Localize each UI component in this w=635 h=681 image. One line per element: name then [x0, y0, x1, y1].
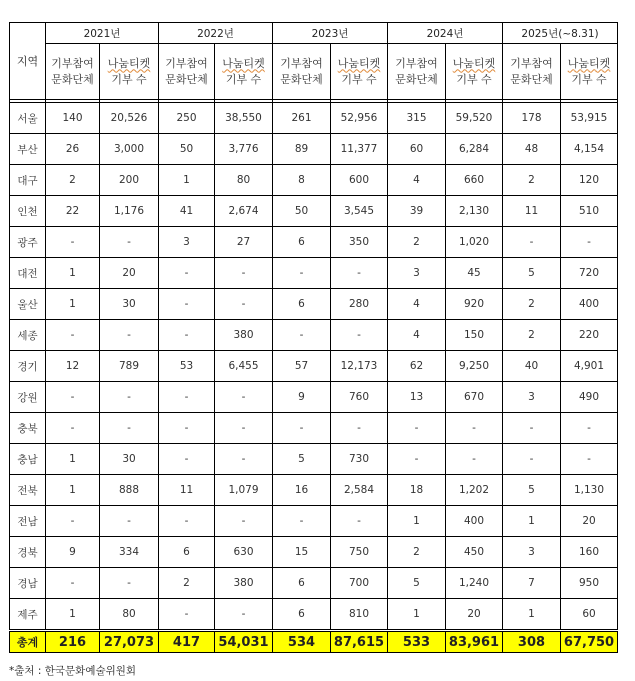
region-name: 서울: [10, 103, 46, 134]
sub-header-line: 기부참여: [51, 56, 94, 70]
participating-orgs-cell: 534: [273, 631, 331, 653]
ticket-donations-cell: 80: [100, 599, 159, 631]
participating-orgs-cell: -: [46, 382, 100, 413]
year-header-2021: 2021년: [46, 23, 159, 44]
ticket-donations-cell: 1,240: [446, 568, 503, 599]
ticket-donations-cell: -: [215, 506, 273, 537]
region-name: 세종: [10, 320, 46, 351]
participating-orgs-cell: 2: [503, 289, 561, 320]
participating-orgs-cell: 11: [159, 475, 215, 506]
participating-orgs-cell: -: [159, 506, 215, 537]
region-name: 제주: [10, 599, 46, 631]
participating-orgs-cell: 41: [159, 196, 215, 227]
ticket-donations-cell: 87,615: [331, 631, 388, 653]
participating-orgs-cell: 62: [388, 351, 446, 382]
ticket-donations-cell: 400: [446, 506, 503, 537]
sub-header-participating-orgs: [46, 44, 100, 100]
sub-header-participating-orgs: [159, 44, 215, 100]
ticket-donations-cell: 20: [446, 599, 503, 631]
ticket-donations-cell: 67,750: [561, 631, 618, 653]
participating-orgs-cell: 250: [159, 103, 215, 134]
participating-orgs-cell: 40: [503, 351, 561, 382]
sub-header-ticket-donations: [100, 44, 159, 100]
participating-orgs-cell: 5: [503, 475, 561, 506]
table-row: [10, 258, 618, 289]
ticket-donations-cell: 670: [446, 382, 503, 413]
sub-header-ticket-donations: [215, 44, 273, 100]
participating-orgs-cell: 50: [273, 196, 331, 227]
participating-orgs-cell: -: [159, 444, 215, 475]
participating-orgs-cell: -: [388, 413, 446, 444]
participating-orgs-cell: 533: [388, 631, 446, 653]
participating-orgs-cell: -: [46, 320, 100, 351]
participating-orgs-cell: 308: [503, 631, 561, 653]
region-name: 총계: [10, 631, 46, 653]
participating-orgs-cell: 89: [273, 134, 331, 165]
participating-orgs-cell: 60: [388, 134, 446, 165]
sub-header-line: 문화단체: [510, 72, 553, 86]
participating-orgs-cell: 3: [159, 227, 215, 258]
ticket-donations-cell: -: [215, 289, 273, 320]
ticket-donations-cell: -: [561, 227, 618, 258]
ticket-donations-cell: -: [561, 413, 618, 444]
sub-header-participating-orgs: [273, 44, 331, 100]
participating-orgs-cell: 1: [46, 258, 100, 289]
ticket-donations-cell: -: [100, 413, 159, 444]
ticket-donations-cell: -: [446, 413, 503, 444]
ticket-donations-cell: -: [331, 506, 388, 537]
ticket-donations-cell: -: [215, 413, 273, 444]
ticket-donations-cell: 750: [331, 537, 388, 568]
sub-header-line: 기부 수: [111, 72, 147, 86]
ticket-donations-cell: 54,031: [215, 631, 273, 653]
participating-orgs-cell: 1: [388, 599, 446, 631]
sub-header-line: 기부 수: [571, 72, 607, 86]
ticket-donations-cell: 450: [446, 537, 503, 568]
participating-orgs-cell: -: [388, 444, 446, 475]
ticket-donations-cell: 9,250: [446, 351, 503, 382]
ticket-donations-cell: 2,130: [446, 196, 503, 227]
ticket-donations-cell: 510: [561, 196, 618, 227]
table-row: [10, 599, 618, 631]
participating-orgs-cell: 1: [46, 444, 100, 475]
ticket-donations-cell: 6,284: [446, 134, 503, 165]
participating-orgs-cell: 6: [273, 568, 331, 599]
table-row: [10, 568, 618, 599]
participating-orgs-cell: 5: [273, 444, 331, 475]
ticket-donations-cell: 3,776: [215, 134, 273, 165]
ticket-donations-cell: 2,674: [215, 196, 273, 227]
sub-header-line: 나눔티켓: [337, 56, 381, 70]
region-name: 충북: [10, 413, 46, 444]
participating-orgs-cell: 1: [46, 289, 100, 320]
participating-orgs-cell: -: [273, 258, 331, 289]
ticket-donations-cell: 334: [100, 537, 159, 568]
ticket-donations-cell: 1,020: [446, 227, 503, 258]
participating-orgs-cell: 261: [273, 103, 331, 134]
region-header: 지역: [10, 23, 46, 100]
ticket-donations-cell: 380: [215, 568, 273, 599]
participating-orgs-cell: 1: [503, 506, 561, 537]
table-row: [10, 196, 618, 227]
ticket-donations-cell: 888: [100, 475, 159, 506]
sub-header-line: 기부 수: [456, 72, 492, 86]
ticket-donations-cell: 80: [215, 165, 273, 196]
sub-header-line: 나눔티켓: [567, 56, 611, 70]
year-header-2024: 2024년: [388, 23, 503, 44]
sub-header-line: 나눔티켓: [107, 56, 151, 70]
sub-header-line: 문화단체: [165, 72, 208, 86]
ticket-donations-cell: 45: [446, 258, 503, 289]
ticket-donations-cell: 380: [215, 320, 273, 351]
participating-orgs-cell: 48: [503, 134, 561, 165]
ticket-donations-cell: 6,455: [215, 351, 273, 382]
ticket-donations-cell: 1,079: [215, 475, 273, 506]
ticket-donations-cell: 280: [331, 289, 388, 320]
participating-orgs-cell: 57: [273, 351, 331, 382]
ticket-donations-cell: 30: [100, 444, 159, 475]
ticket-donations-cell: 60: [561, 599, 618, 631]
ticket-donations-cell: 27: [215, 227, 273, 258]
participating-orgs-cell: 2: [388, 537, 446, 568]
ticket-donations-cell: -: [215, 444, 273, 475]
table-row: [10, 382, 618, 413]
participating-orgs-cell: -: [503, 413, 561, 444]
ticket-donations-cell: 789: [100, 351, 159, 382]
participating-orgs-cell: 2: [46, 165, 100, 196]
sub-header-line: 나눔티켓: [452, 56, 496, 70]
sub-header-line: 기부참여: [510, 56, 553, 70]
participating-orgs-cell: 39: [388, 196, 446, 227]
participating-orgs-cell: -: [273, 320, 331, 351]
ticket-donations-cell: -: [100, 506, 159, 537]
sub-header-ticket-donations: [331, 44, 388, 100]
region-name: 울산: [10, 289, 46, 320]
participating-orgs-cell: 3: [503, 537, 561, 568]
region-name: 부산: [10, 134, 46, 165]
ticket-donations-cell: 52,956: [331, 103, 388, 134]
region-name: 전북: [10, 475, 46, 506]
sub-header-ticket-donations: [561, 44, 618, 100]
participating-orgs-cell: -: [503, 444, 561, 475]
region-name: 인천: [10, 196, 46, 227]
ticket-donations-cell: 660: [446, 165, 503, 196]
participating-orgs-cell: 16: [273, 475, 331, 506]
participating-orgs-cell: -: [46, 568, 100, 599]
participating-orgs-cell: 11: [503, 196, 561, 227]
ticket-donations-cell: 350: [331, 227, 388, 258]
ticket-donations-cell: 120: [561, 165, 618, 196]
ticket-donations-cell: -: [100, 227, 159, 258]
ticket-donations-cell: 630: [215, 537, 273, 568]
participating-orgs-cell: 9: [46, 537, 100, 568]
year-header-2025: 2025년(~8.31): [503, 23, 618, 44]
ticket-donations-cell: 30: [100, 289, 159, 320]
sub-header-line: 기부참여: [280, 56, 323, 70]
sub-header-participating-orgs: [503, 44, 561, 100]
ticket-donations-cell: 730: [331, 444, 388, 475]
ticket-donations-cell: 920: [446, 289, 503, 320]
sub-header-line: 나눔티켓: [222, 56, 265, 70]
total-row: [10, 631, 618, 653]
ticket-donations-cell: 720: [561, 258, 618, 289]
participating-orgs-cell: 2: [503, 320, 561, 351]
participating-orgs-cell: 2: [388, 227, 446, 258]
year-header-2022: 2022년: [159, 23, 273, 44]
table-row: [10, 227, 618, 258]
ticket-donations-cell: 3,000: [100, 134, 159, 165]
ticket-donations-cell: 4,154: [561, 134, 618, 165]
participating-orgs-cell: 4: [388, 289, 446, 320]
participating-orgs-cell: 1: [388, 506, 446, 537]
participating-orgs-cell: -: [46, 506, 100, 537]
ticket-donations-cell: -: [100, 320, 159, 351]
participating-orgs-cell: 18: [388, 475, 446, 506]
ticket-donations-cell: 490: [561, 382, 618, 413]
sub-header-line: 기부참여: [165, 56, 208, 70]
participating-orgs-cell: 15: [273, 537, 331, 568]
participating-orgs-cell: 6: [273, 227, 331, 258]
ticket-donations-cell: 53,915: [561, 103, 618, 134]
region-name: 경남: [10, 568, 46, 599]
ticket-donations-cell: 20: [100, 258, 159, 289]
ticket-donations-cell: 20: [561, 506, 618, 537]
ticket-donations-cell: 12,173: [331, 351, 388, 382]
ticket-donations-cell: -: [446, 444, 503, 475]
participating-orgs-cell: 4: [388, 320, 446, 351]
participating-orgs-cell: 140: [46, 103, 100, 134]
region-name: 대전: [10, 258, 46, 289]
ticket-donations-cell: 2,584: [331, 475, 388, 506]
ticket-donations-cell: 27,073: [100, 631, 159, 653]
table-row: [10, 444, 618, 475]
participating-orgs-cell: -: [273, 506, 331, 537]
table-body: [10, 100, 618, 653]
ticket-donations-cell: -: [100, 382, 159, 413]
ticket-donations-cell: -: [561, 444, 618, 475]
participating-orgs-cell: 4: [388, 165, 446, 196]
table-row: [10, 289, 618, 320]
participating-orgs-cell: -: [46, 227, 100, 258]
ticket-donations-cell: 700: [331, 568, 388, 599]
ticket-donations-cell: 1,130: [561, 475, 618, 506]
participating-orgs-cell: 178: [503, 103, 561, 134]
table-row: [10, 351, 618, 382]
sub-header-ticket-donations: [446, 44, 503, 100]
ticket-donations-cell: 400: [561, 289, 618, 320]
participating-orgs-cell: 1: [46, 599, 100, 631]
participating-orgs-cell: 417: [159, 631, 215, 653]
participating-orgs-cell: 5: [503, 258, 561, 289]
source-footnote: *출처 : 한국문화예술위원회: [9, 665, 137, 677]
participating-orgs-cell: 1: [159, 165, 215, 196]
participating-orgs-cell: -: [46, 413, 100, 444]
ticket-donations-cell: 200: [100, 165, 159, 196]
region-name: 경북: [10, 537, 46, 568]
table-row: [10, 413, 618, 444]
participating-orgs-cell: 2: [503, 165, 561, 196]
region-name: 광주: [10, 227, 46, 258]
ticket-donations-cell: 3,545: [331, 196, 388, 227]
participating-orgs-cell: 50: [159, 134, 215, 165]
participating-orgs-cell: 13: [388, 382, 446, 413]
sub-header-line: 문화단체: [280, 72, 323, 86]
ticket-donations-cell: 11,377: [331, 134, 388, 165]
participating-orgs-cell: 1: [46, 475, 100, 506]
ticket-donations-cell: -: [331, 413, 388, 444]
ticket-donations-cell: -: [215, 599, 273, 631]
participating-orgs-cell: 5: [388, 568, 446, 599]
sub-header-row: [10, 44, 618, 100]
table-row: [10, 320, 618, 351]
participating-orgs-cell: 26: [46, 134, 100, 165]
participating-orgs-cell: 22: [46, 196, 100, 227]
region-name: 대구: [10, 165, 46, 196]
ticket-donations-cell: 600: [331, 165, 388, 196]
table-row: [10, 475, 618, 506]
sub-header-participating-orgs: [388, 44, 446, 100]
table-row: [10, 103, 618, 134]
participating-orgs-cell: -: [159, 258, 215, 289]
participating-orgs-cell: 3: [388, 258, 446, 289]
table-row: [10, 165, 618, 196]
sub-header-line: 문화단체: [51, 72, 94, 86]
participating-orgs-cell: -: [159, 289, 215, 320]
donation-stats-table: [9, 22, 618, 653]
participating-orgs-cell: 6: [273, 599, 331, 631]
participating-orgs-cell: 3: [503, 382, 561, 413]
ticket-donations-cell: -: [331, 258, 388, 289]
ticket-donations-cell: 160: [561, 537, 618, 568]
sub-header-line: 기부 수: [225, 72, 262, 86]
participating-orgs-cell: -: [159, 599, 215, 631]
region-name: 전남: [10, 506, 46, 537]
participating-orgs-cell: 6: [273, 289, 331, 320]
ticket-donations-cell: 83,961: [446, 631, 503, 653]
participating-orgs-cell: 216: [46, 631, 100, 653]
ticket-donations-cell: 760: [331, 382, 388, 413]
region-name: 강원: [10, 382, 46, 413]
ticket-donations-cell: 38,550: [215, 103, 273, 134]
participating-orgs-cell: 315: [388, 103, 446, 134]
participating-orgs-cell: 1: [503, 599, 561, 631]
ticket-donations-cell: 220: [561, 320, 618, 351]
ticket-donations-cell: -: [215, 382, 273, 413]
participating-orgs-cell: 2: [159, 568, 215, 599]
participating-orgs-cell: 53: [159, 351, 215, 382]
table-row: [10, 134, 618, 165]
ticket-donations-cell: -: [100, 568, 159, 599]
table-row: [10, 537, 618, 568]
participating-orgs-cell: 12: [46, 351, 100, 382]
participating-orgs-cell: -: [159, 382, 215, 413]
year-header-2023: 2023년: [273, 23, 388, 44]
participating-orgs-cell: 9: [273, 382, 331, 413]
participating-orgs-cell: -: [273, 413, 331, 444]
ticket-donations-cell: -: [331, 320, 388, 351]
ticket-donations-cell: 1,176: [100, 196, 159, 227]
ticket-donations-cell: 4,901: [561, 351, 618, 382]
participating-orgs-cell: -: [159, 320, 215, 351]
participating-orgs-cell: -: [159, 413, 215, 444]
sub-header-line: 기부참여: [395, 56, 438, 70]
participating-orgs-cell: 6: [159, 537, 215, 568]
ticket-donations-cell: 20,526: [100, 103, 159, 134]
participating-orgs-cell: -: [503, 227, 561, 258]
ticket-donations-cell: 1,202: [446, 475, 503, 506]
ticket-donations-cell: 150: [446, 320, 503, 351]
sub-header-line: 문화단체: [395, 72, 438, 86]
ticket-donations-cell: 950: [561, 568, 618, 599]
ticket-donations-cell: -: [215, 258, 273, 289]
table-row: [10, 506, 618, 537]
ticket-donations-cell: 810: [331, 599, 388, 631]
participating-orgs-cell: 8: [273, 165, 331, 196]
region-name: 경기: [10, 351, 46, 382]
ticket-donations-cell: 59,520: [446, 103, 503, 134]
sub-header-line: 기부 수: [341, 72, 377, 86]
participating-orgs-cell: 7: [503, 568, 561, 599]
region-name: 충남: [10, 444, 46, 475]
